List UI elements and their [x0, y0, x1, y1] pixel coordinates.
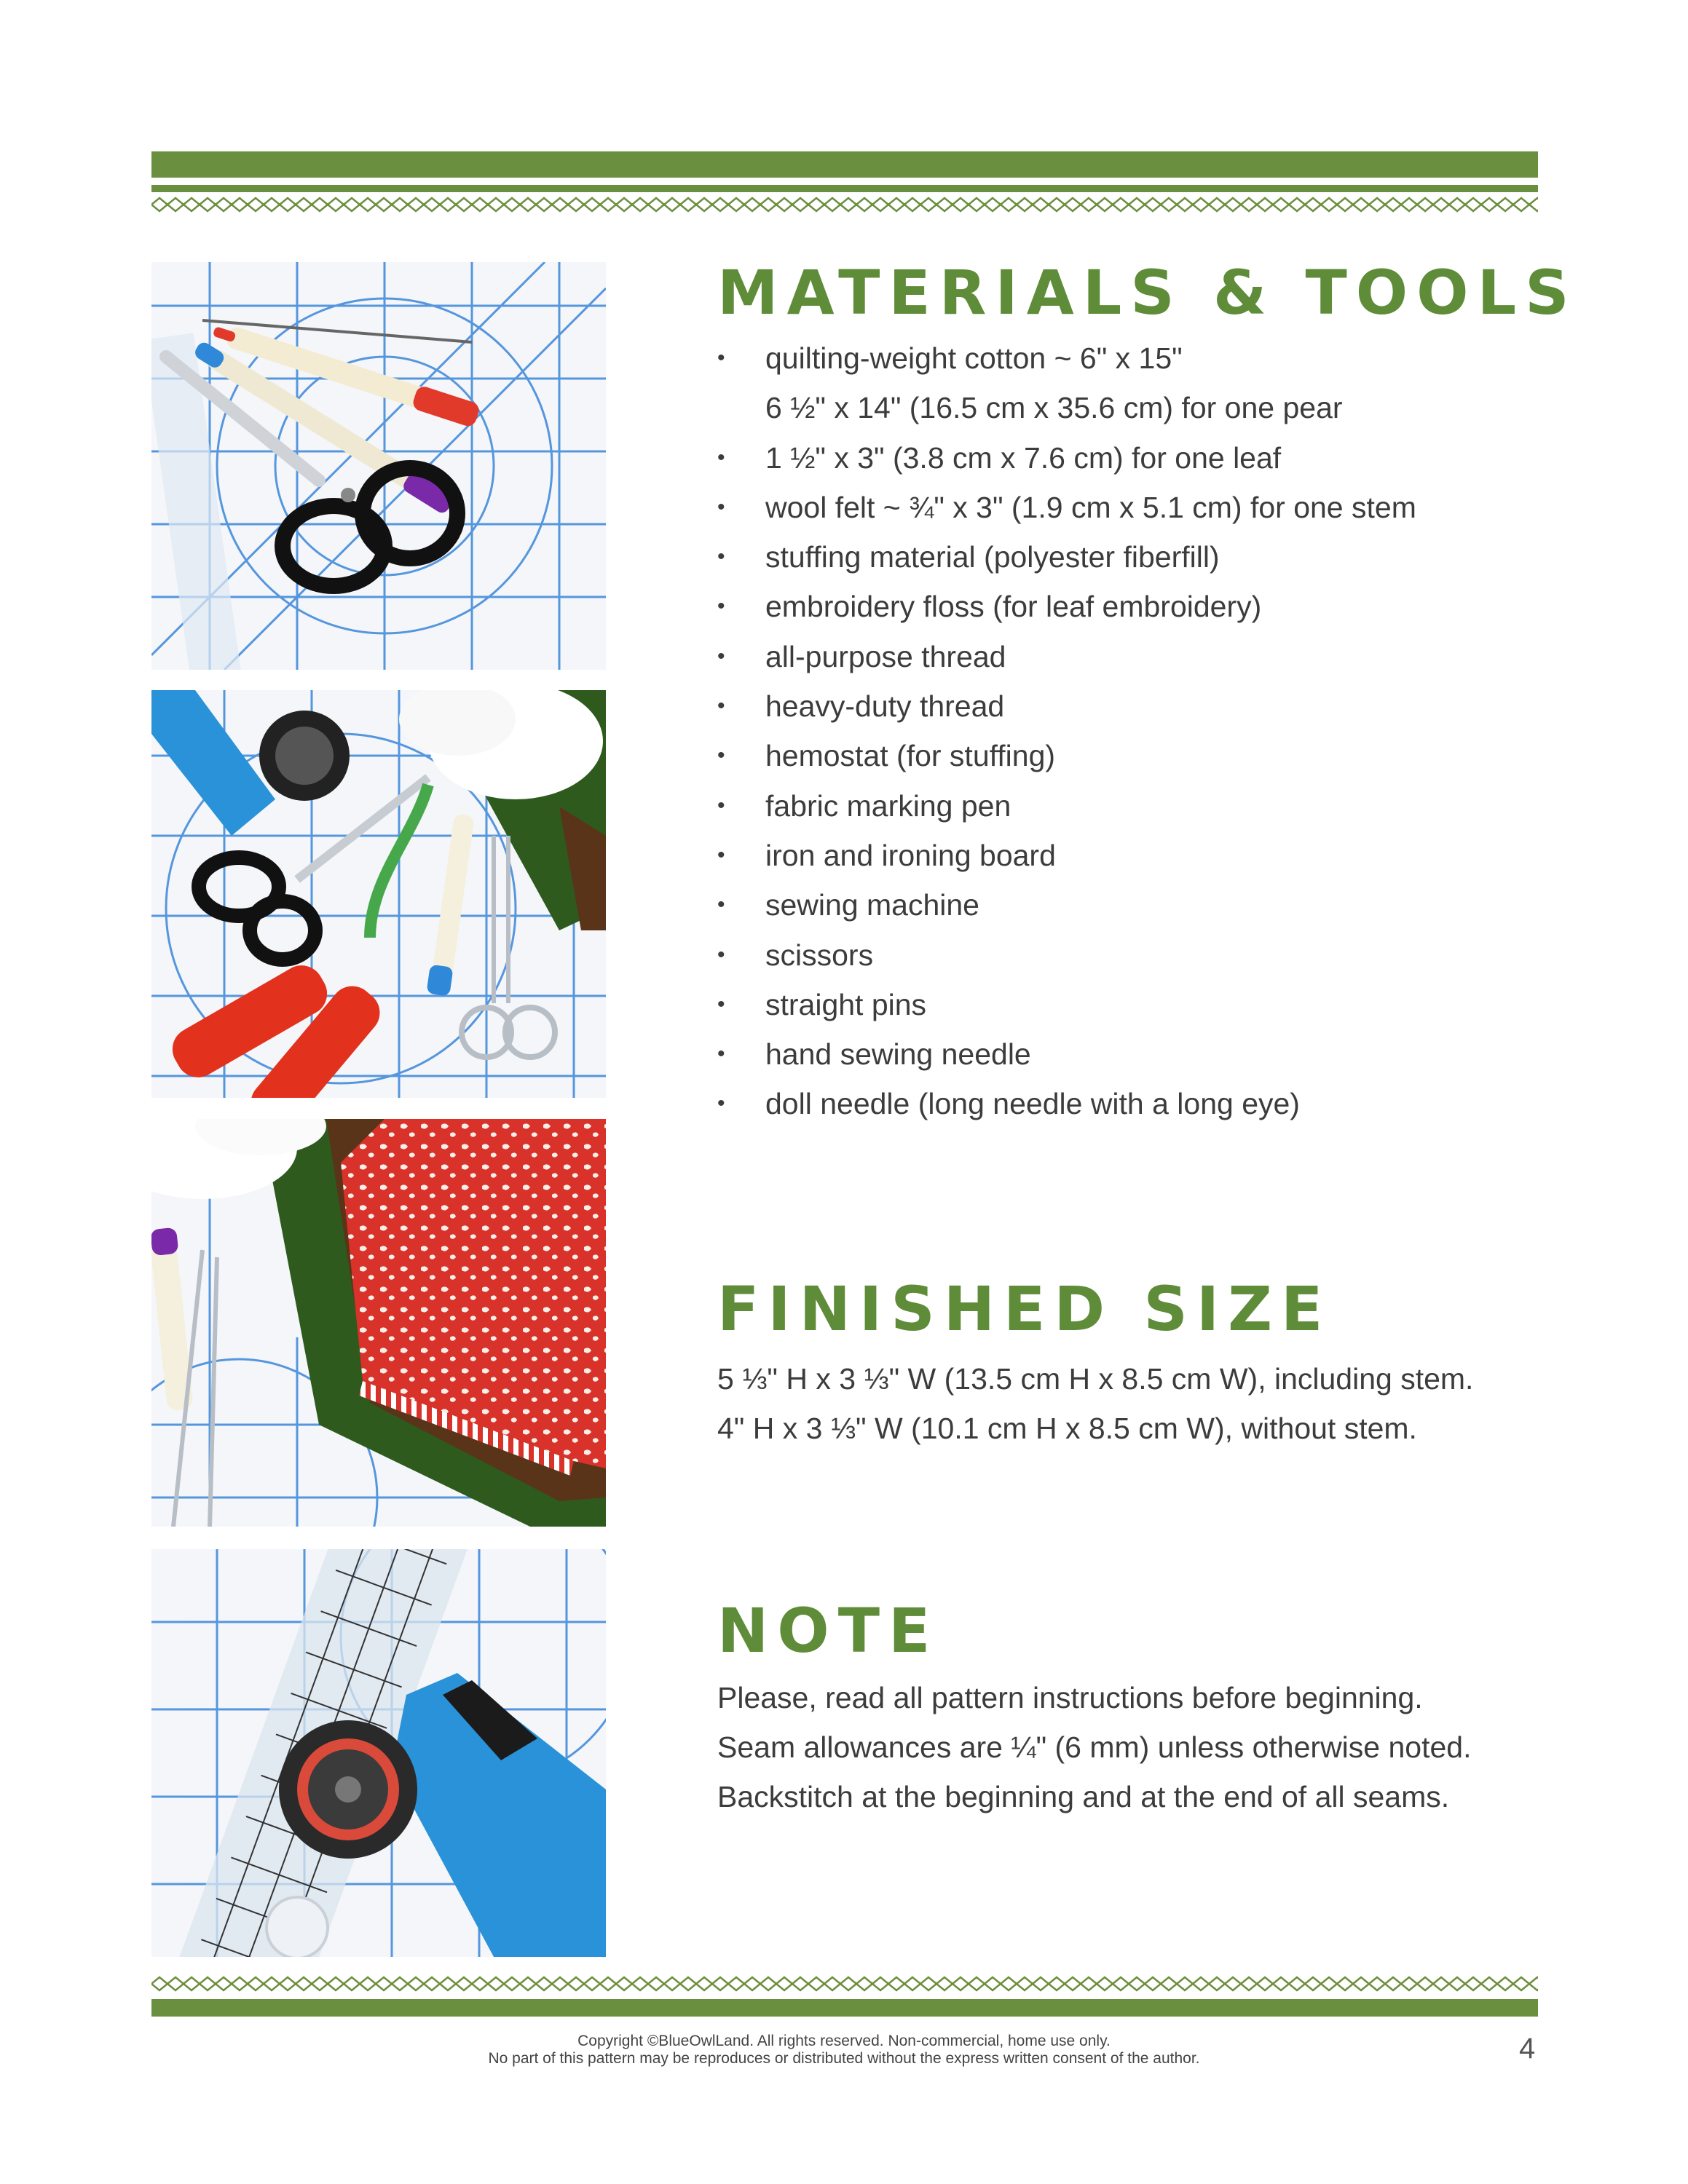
- bullet: •: [717, 346, 725, 370]
- photo-fabric-felt: [151, 1119, 606, 1527]
- footer-line: Copyright ©BlueOwlLand. All rights reserved. Non-commercial, home use only.: [577, 2033, 1111, 2049]
- page-number: 4: [1519, 2033, 1536, 2065]
- bottom-zigzag-border: [151, 1976, 1538, 1992]
- materials-list-item: [717, 532, 1416, 582]
- materials-list-item: [717, 681, 1416, 731]
- photo-pens-scissors: [151, 262, 606, 670]
- photo-rotary-ruler: [151, 1549, 606, 1957]
- bullet: •: [717, 992, 725, 1016]
- materials-list-item: [717, 980, 1416, 1029]
- materials-item-text: scissors: [765, 938, 874, 972]
- materials-item-text: straight pins: [765, 987, 927, 1021]
- materials-item-text: heavy-duty thread: [765, 689, 1005, 724]
- finished-size-heading: FINISHED SIZE: [717, 1273, 1332, 1345]
- materials-item-text: 1 ½" x 3" (3.8 cm x 7.6 cm) for one leaf: [765, 440, 1282, 475]
- photo-rotary-floss-hemostat: [151, 690, 606, 1098]
- materials-list-item: [717, 930, 1416, 980]
- materials-heading: MATERIALS & TOOLS: [717, 257, 1578, 328]
- note-line: Please, read all pattern instructions before beginning.: [717, 1681, 1423, 1714]
- finished-size-line: 5 ⅓" H x 3 ⅓" W (13.5 cm H x 8.5 cm W), including stem.: [717, 1362, 1474, 1396]
- bullet: •: [717, 793, 725, 818]
- materials-item-text: all-purpose thread: [765, 639, 1006, 673]
- materials-item-text: 6 ½" x 14" (16.5 cm x 35.6 cm) for one pear: [765, 391, 1343, 425]
- materials-item-text: iron and ironing board: [765, 838, 1056, 872]
- note-line: Backstitch at the beginning and at the end of all seams.: [717, 1780, 1450, 1813]
- top-zigzag-border: [151, 197, 1538, 213]
- materials-list-item: [717, 880, 1416, 930]
- materials-list-item: [717, 333, 1416, 383]
- note-line: Seam allowances are ¼" (6 mm) unless otherwise noted.: [717, 1730, 1472, 1764]
- materials-list-item: [717, 383, 1416, 432]
- bullet: •: [717, 494, 725, 519]
- materials-list-item: [717, 582, 1416, 631]
- footer-copyright: [0, 2033, 1688, 2068]
- materials-item-text: quilting-weight cotton ~ 6" x 15": [765, 341, 1183, 375]
- top-band-thin: [151, 185, 1538, 192]
- bullet: •: [717, 1042, 725, 1067]
- materials-item-text: embroidery floss (for leaf embroidery): [765, 590, 1262, 624]
- materials-item-text: wool felt ~ ¾" x 3" (1.9 cm x 5.1 cm) for one stem: [765, 490, 1416, 524]
- materials-list-item: [717, 483, 1416, 532]
- bottom-band: [151, 1999, 1538, 2017]
- bullet: •: [717, 842, 725, 867]
- materials-list: [717, 333, 1416, 1129]
- bullet: •: [717, 942, 725, 967]
- materials-item-text: fabric marking pen: [765, 788, 1011, 823]
- materials-list-item: [717, 831, 1416, 880]
- materials-item-text: doll needle (long needle with a long eye): [765, 1087, 1300, 1121]
- materials-list-item: [717, 632, 1416, 681]
- note-text: [717, 1673, 1471, 1821]
- top-band-thick: [151, 151, 1538, 178]
- bullet: •: [717, 445, 725, 470]
- materials-list-item: [717, 1029, 1416, 1079]
- materials-list-item: [717, 433, 1416, 483]
- materials-item-text: sewing machine: [765, 888, 979, 922]
- finished-size-line: 4" H x 3 ⅓" W (10.1 cm H x 8.5 cm W), without stem.: [717, 1412, 1417, 1445]
- footer-line: No part of this pattern may be reproduces or distributed without the express written consent of the author.: [488, 2050, 1200, 2067]
- bullet: •: [717, 594, 725, 619]
- materials-list-item: [717, 1079, 1416, 1128]
- materials-item-text: hemostat (for stuffing): [765, 739, 1056, 773]
- bullet: •: [717, 1091, 725, 1116]
- materials-list-item: [717, 781, 1416, 831]
- bullet: •: [717, 743, 725, 768]
- bullet: •: [717, 644, 725, 668]
- bullet: •: [717, 694, 725, 719]
- materials-list-item: [717, 731, 1416, 780]
- materials-item-text: hand sewing needle: [765, 1037, 1031, 1072]
- materials-item-text: stuffing material (polyester fiberfill): [765, 540, 1220, 574]
- bullet: •: [717, 893, 725, 917]
- note-heading: NOTE: [717, 1595, 939, 1666]
- bullet: •: [717, 545, 725, 569]
- finished-size-text: [717, 1354, 1473, 1453]
